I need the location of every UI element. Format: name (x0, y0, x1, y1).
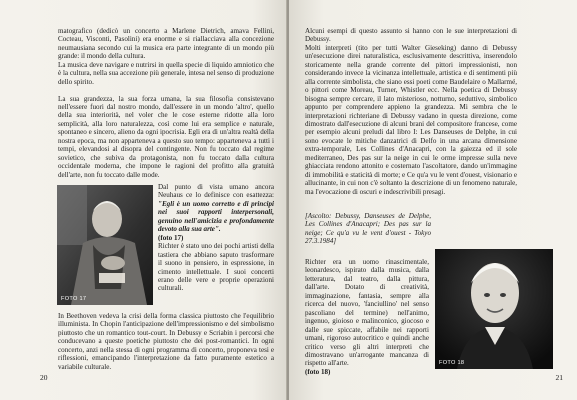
photo-17-reference: (foto 17) (158, 233, 184, 242)
listening-reference (305, 212, 431, 246)
left-paragraph: In Beethoven vedeva la crisi della forma classica piuttosto che l'equilibrio illuminista. In Chopin l'anticipazione dell'impressionismo e del simbolismo piuttosto che un romantico tout-court. In Debussy e Scriabin i percorsi che conducevano a queste poetiche piuttosto che dei post-romantici. In ogni concerto, anzi nella stessa di ogni programma di concerto, proponeva tesi e riflessioni, emancipando l'interpretazione da fatto puramente estetico a variabile culturale. (58, 312, 274, 371)
right-side-text (305, 258, 429, 376)
portrait-photo-icon (57, 185, 153, 305)
left-side-text (158, 183, 274, 293)
right-side-paragraph: Richter era un uomo rinascimentale, leonardesco, ispirato dalla musica, dalla letteratura, dal teatro, dalla pittura, dall'arte. Dotato di creatività, immaginazione, fantasia, sempre alla ricerca del nuovo, 'fanciullino' nel senso pascoliano del termine) nell'animo, ingenuo, gioioso e malinconico, giocoso e dalle sue spiccate, affabile nei rapporti umani, rigoroso autocritico e quindi anche critico verso gli altri interpreti che dimostravano un'arrogante mancanza di rispetto all'arte. (305, 258, 429, 368)
page-number-right: 21 (555, 373, 563, 382)
photo-18-reference: (foto 18) (305, 367, 331, 376)
photo-17 (57, 185, 153, 305)
left-top-text (58, 27, 274, 179)
right-paragraph: Alcuni esempi di questo assunto si hanno con le sue interpretazioni di Debussy. (305, 27, 517, 44)
left-paragraph: matografico (dedicò un concerto a Marlene Dietrich, amava Fellini, Cocteau, Visconti, Pasolini) era enorme e si riallacciava alla concezione neumausiana secondo cui la musica era parte integrante di un mondo più grande: il mondo della cultura. (58, 27, 274, 61)
right-top-text (305, 27, 517, 196)
left-paragraph: La sua grandezza, la sua forza umana, la sua filosofia consistevano nell'essere fuori dal nostro mondo, dall'essere in un mondo 'altro', quello della sua interiorità, nel voler che le cose esterne ridotte alla loro semplicità, alla loro naturalezza, così come lui era semplice e naturale, spontaneo e sincero, alieno da ogni ipocrisia. Egli era di un'altra realtà della nostra epoca, ma non apparteneva a questo suo tempo: apparteneva a tutti i tempi, elevandosi al disopra del contingente. Non fu toccato dal regime sovietico, che subiva da protagonista, non fu toccato dalla cultura occidentale moderna, che impone le ragioni del profitto alla gratuità dell'arte, non fu toccato dalle mode. (58, 94, 274, 179)
right-paragraph: Molti interpreti (tito per tutti Walter Gieseking) danno di Debussy un'esecuzione direi naturalistica, esclusivamente descrittiva, inserendolo storicamente nella grande corrente del pittori impressionisti, non considerando invece la vicinanza intellettuale, artistica e di sentimenti più alla corrente simbolista, che siano essi poeti come Baudelaire o Mallarmé, o pittori come Moreau, Turner, Whistler ecc. Nella poetica di Debussy bisogna sempre cercare, il lato misterioso, notturno, seduttivo, simbolico appunto per comprendere appieno la grandezza. Mi sembra che le interpretazioni richteriane di Debussy vadano in questa direzione, come dimostrato dall'esecuzione di alcuni brani del compositore francese, come per esempio alcuni preludi dal libro I: Les Danseuses de Delphe, in cui sono evocate le mitiche danzatrici di Delfo in una arcana dimensione extra-temporale, Les Collines d'Anacapri, con la gaiezza ed il sole mediterraneo, Des pas sur la neige in cui le orme impresse sulla neve ghiacciata rendono attonito e costernato l'ascoltatore, dando un'immagine di immobilità e staticità di morte; e Ce qu'a vu le vent d'ouest, visionario e allucinante, in cui non c'è soltanto la descrizione di un fenomeno naturale, ma l'evocazione di oscuri e indescrivibili presagi. (305, 43, 517, 196)
side-intro (158, 183, 274, 234)
photo-18-label: FOTO 18 (439, 360, 465, 366)
right-page (289, 0, 577, 400)
portrait-photo-icon (435, 249, 553, 369)
photo-18 (435, 249, 553, 369)
left-side-paragraph: Richter è stato uno dei pochi artisti della tastiera che abbiano saputo trasformare il suono in pensiero, in espressione, in cimento intellettuale. I suoi concerti erano delle vere e proprie operazioni culturali. (158, 242, 274, 293)
side-intro-text: Dal punto di vista umano ancora Neuhaus ce lo definisce con esattezza: (158, 183, 274, 200)
photo-17-label: FOTO 17 (61, 296, 87, 302)
page-number-left: 20 (40, 373, 48, 382)
listening-reference-text: [Ascolto: Debussy, Danseuses de Delphe, Les Collines d'Anacapri; Des pas sur la neige; Ce qu'a vu le vent d'ouest - Tokyo 27.3.1984] (305, 212, 431, 246)
left-paragraph: La musica deve navigare e nutrirsi in quella specie di liquido amniotico che è la cultura, nella sua accezione più generale, intesa nel senso di produzione dello spirito. (58, 60, 274, 86)
left-bottom-text (58, 312, 274, 371)
left-page (0, 0, 287, 400)
neuhaus-quote: "Egli è un uomo corretto e di principi nei suoi rapporti interpersonali, genuino nell'amicizia e profondamente devoto alla sua arte". (158, 199, 274, 234)
